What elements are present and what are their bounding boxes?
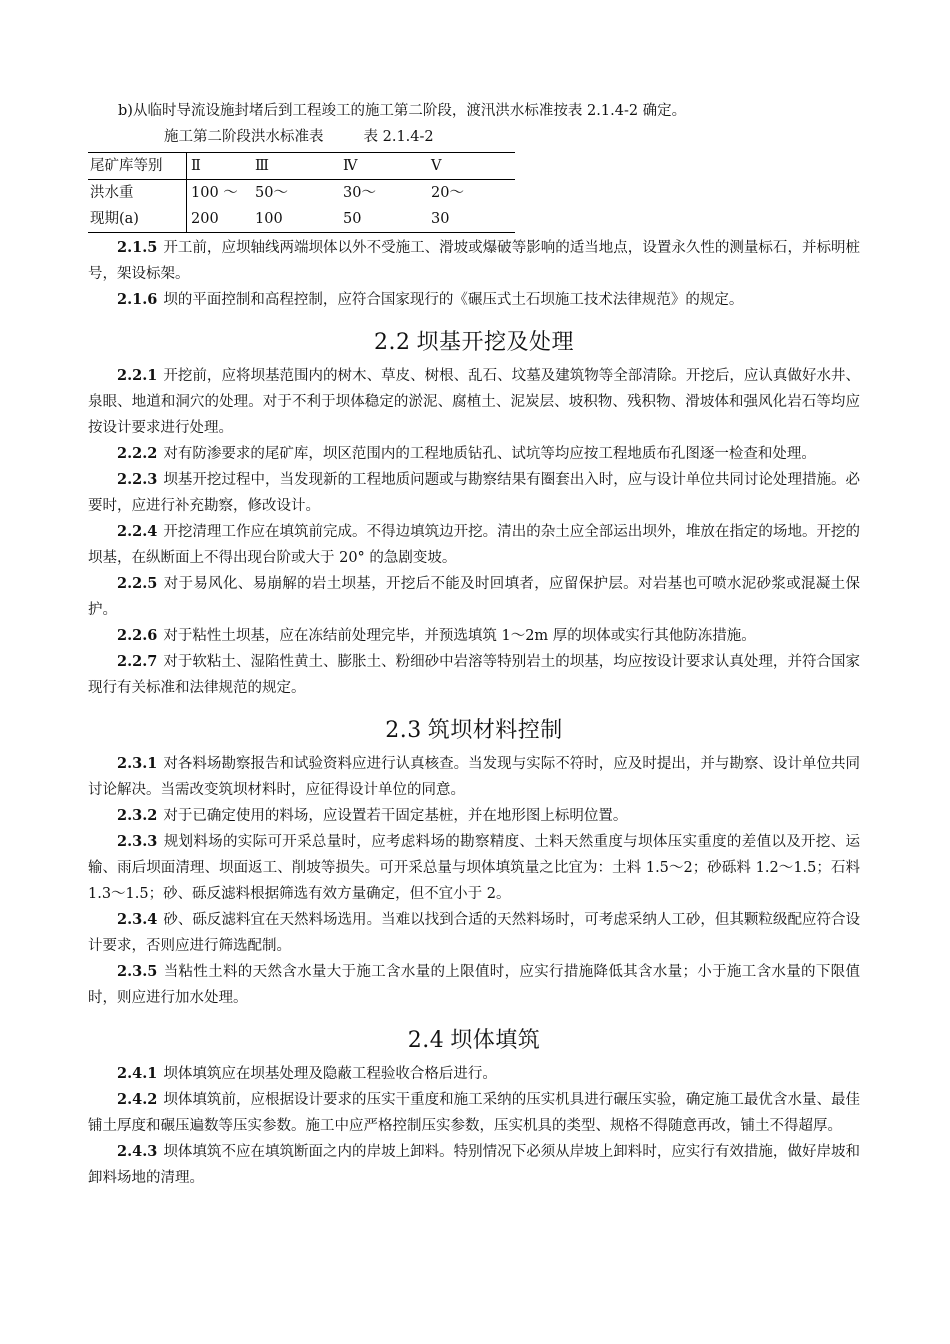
table-header-row	[88, 153, 515, 180]
table-cell: 200	[191, 211, 219, 227]
section-number: 2.2	[373, 330, 411, 355]
clause-number: 2.2.4	[117, 523, 158, 540]
table-header-cell: 尾矿库等别	[88, 153, 187, 180]
section-number: 2.3	[385, 718, 422, 743]
clause-text: 砂、砾反滤料宜在天然料场选用。当难以找到合适的天然料场时，可考虑采纳人工砂，但其颗粒级配应符合设计要求，否则应进行筛选配制。	[88, 912, 860, 954]
clause-number: 2.3.4	[117, 911, 158, 928]
clause-text: 坝体填筑应在坝基处理及隐蔽工程验收合格后进行。	[163, 1066, 497, 1082]
clause-text: 当粘性土料的天然含水量大于施工含水量的上限值时，应实行措施降低其含水量；小于施工含水量的下限值时，则应进行加水处理。	[88, 964, 860, 1006]
clause-text: 对于粘性土坝基，应在冻结前处理完毕，并预选填筑 1～2m 厚的坝体或实行其他防冻措施。	[163, 628, 756, 644]
flood-standard-table	[88, 152, 515, 233]
clause-number: 2.3.2	[117, 807, 158, 824]
table-header-cell: Ⅴ	[427, 153, 515, 180]
clause-number: 2.2.6	[117, 627, 158, 644]
table-cell: 20～	[431, 185, 464, 201]
section-title: 坝体填筑	[450, 1028, 541, 1053]
table-cell: 洪水重	[88, 180, 187, 207]
clause-paragraph	[88, 907, 860, 959]
clause-paragraph	[88, 751, 860, 803]
clause-number: 2.2.5	[117, 575, 158, 592]
clause-text: 对各料场勘察报告和试验资料应进行认真核查。当发现与实际不符时，应及时提出，并与勘察、设计单位共同讨论解决。当需改变筑坝材料时，应征得设计单位的同意。	[88, 756, 860, 798]
clause-number: 2.4.2	[117, 1091, 158, 1108]
clause-text: 对于已确定使用的料场，应设置若干固定基桩，并在地形图上标明位置。	[163, 808, 628, 824]
clause-paragraph	[88, 623, 860, 649]
clause-text: 坝的平面控制和高程控制，应符合国家现行的《碾压式土石坝施工技术法律规范》的规定。	[163, 292, 744, 308]
intro-paragraph: b)从临时导流设施封堵后到工程竣工的施工第二阶段，渡汛洪水标准按表 2.1.4-2 确定。	[118, 103, 687, 119]
clause-paragraph	[88, 441, 860, 467]
section-number: 2.4	[407, 1028, 445, 1053]
clause-number: 2.1.5	[117, 239, 158, 256]
clause-number: 2.2.1	[117, 367, 158, 384]
section-title: 坝基开挖及处理	[416, 330, 574, 355]
table-cell: 50	[343, 211, 362, 227]
document-page	[88, 98, 860, 1191]
section-heading-2-2	[88, 327, 860, 359]
clause-paragraph	[88, 959, 860, 1011]
section-title: 筑坝材料控制	[427, 718, 563, 743]
section-heading-2-4	[88, 1025, 860, 1057]
clause-text: 开挖前，应将坝基范围内的树木、草皮、树根、乱石、坟墓及建筑物等全部清除。开挖后，应认真做好水井、泉眼、地道和洞穴的处理。对于不利于坝体稳定的淤泥、腐植土、泥炭层、坡积物、残积物、滑坡体和强风化岩石等均应按设计要求进行处理。	[88, 368, 860, 436]
clause-text: 对有防渗要求的尾矿库，坝区范围内的工程地质钻孔、试坑等均应按工程地质布孔图逐一检查和处理。	[163, 446, 816, 462]
clause-paragraph	[88, 363, 860, 441]
table-header-cell: Ⅲ	[251, 153, 339, 180]
clause-number: 2.3.5	[117, 963, 158, 980]
clause-paragraph	[88, 519, 860, 571]
table-cell: 100 ～	[191, 185, 238, 201]
clause-paragraph	[88, 649, 860, 701]
clause-number: 2.4.3	[117, 1143, 158, 1160]
section-heading-2-3	[88, 715, 860, 747]
clause-number: 2.2.3	[117, 471, 158, 488]
table-cell: 现期(a)	[88, 206, 187, 233]
clause-text: 开挖清理工作应在填筑前完成。不得边填筑边开挖。清出的杂土应全部运出坝外，堆放在指定的场地。开挖的坝基，在纵断面上不得出现台阶或大于 20° 的急剧变坡。	[88, 524, 860, 566]
clause-paragraph	[88, 571, 860, 623]
clause-paragraph	[88, 1087, 860, 1139]
clause-paragraph	[88, 467, 860, 519]
table-caption-title: 施工第二阶段洪水标准表	[164, 129, 324, 145]
table-cell: 100	[255, 211, 283, 227]
table-row	[88, 206, 515, 233]
clause-number: 2.3.3	[117, 833, 158, 850]
clause-text: 坝体填筑前，应根据设计要求的压实干重度和施工采纳的压实机具进行碾压实验，确定施工最优含水量、最佳铺土厚度和碾压遍数等压实参数。施工中应严格控制压实参数，压实机具的类型、规格不得随意再改，铺土不得超厚。	[88, 1092, 860, 1134]
table-row	[88, 180, 515, 207]
clause-text: 坝体填筑不应在填筑断面之内的岸坡上卸料。特别情况下必须从岸坡上卸料时，应实行有效措施，做好岸坡和卸料场地的清理。	[88, 1144, 860, 1186]
clause-number: 2.2.7	[117, 653, 158, 670]
clause-paragraph	[88, 1139, 860, 1191]
clause-text: 坝基开挖过程中，当发现新的工程地质问题或与勘察结果有圈套出入时，应与设计单位共同讨论处理措施。必要时，应进行补充勘察，修改设计。	[88, 472, 860, 514]
clause-text: 规划料场的实际可开采总量时，应考虑料场的勘察精度、土料天然重度与坝体压实重度的差值以及开挖、运输、雨后坝面清理、坝面返工、削坡等损失。可开采总量与坝体填筑量之比宜为：土料 1.5～2；砂砾料 1.2～1.5；石料 1.3～1.5；砂、砾反滤料根据筛选有效方量确定，但不宜小于 2。	[88, 834, 860, 902]
table-cell: 30	[431, 211, 450, 227]
clause-paragraph	[88, 287, 860, 313]
clause-number: 2.4.1	[117, 1065, 158, 1082]
clause-number: 2.1.6	[117, 291, 158, 308]
table-cell: 50～	[255, 185, 288, 201]
clause-paragraph	[88, 1061, 860, 1087]
clause-paragraph	[88, 235, 860, 287]
table-caption-number: 表 2.1.4-2	[363, 129, 434, 145]
table-caption	[164, 124, 860, 150]
clause-paragraph	[88, 829, 860, 907]
table-cell: 30～	[343, 185, 376, 201]
clause-text: 开工前，应坝轴线两端坝体以外不受施工、滑坡或爆破等影响的适当地点，设置永久性的测量标石，并标明桩号，架设标架。	[88, 240, 860, 282]
clause-paragraph	[88, 803, 860, 829]
clause-text: 对于软粘土、湿陷性黄土、膨胀土、粉细砂中岩溶等特别岩土的坝基，均应按设计要求认真处理，并符合国家现行有关标准和法律规范的规定。	[88, 654, 860, 696]
clause-number: 2.2.2	[117, 445, 158, 462]
clause-number: 2.3.1	[117, 755, 158, 772]
clause-text: 对于易风化、易崩解的岩土坝基，开挖后不能及时回填者，应留保护层。对岩基也可喷水泥砂浆或混凝土保护。	[88, 576, 860, 618]
table-header-cell: Ⅱ	[187, 153, 252, 180]
table-header-cell: Ⅳ	[339, 153, 427, 180]
